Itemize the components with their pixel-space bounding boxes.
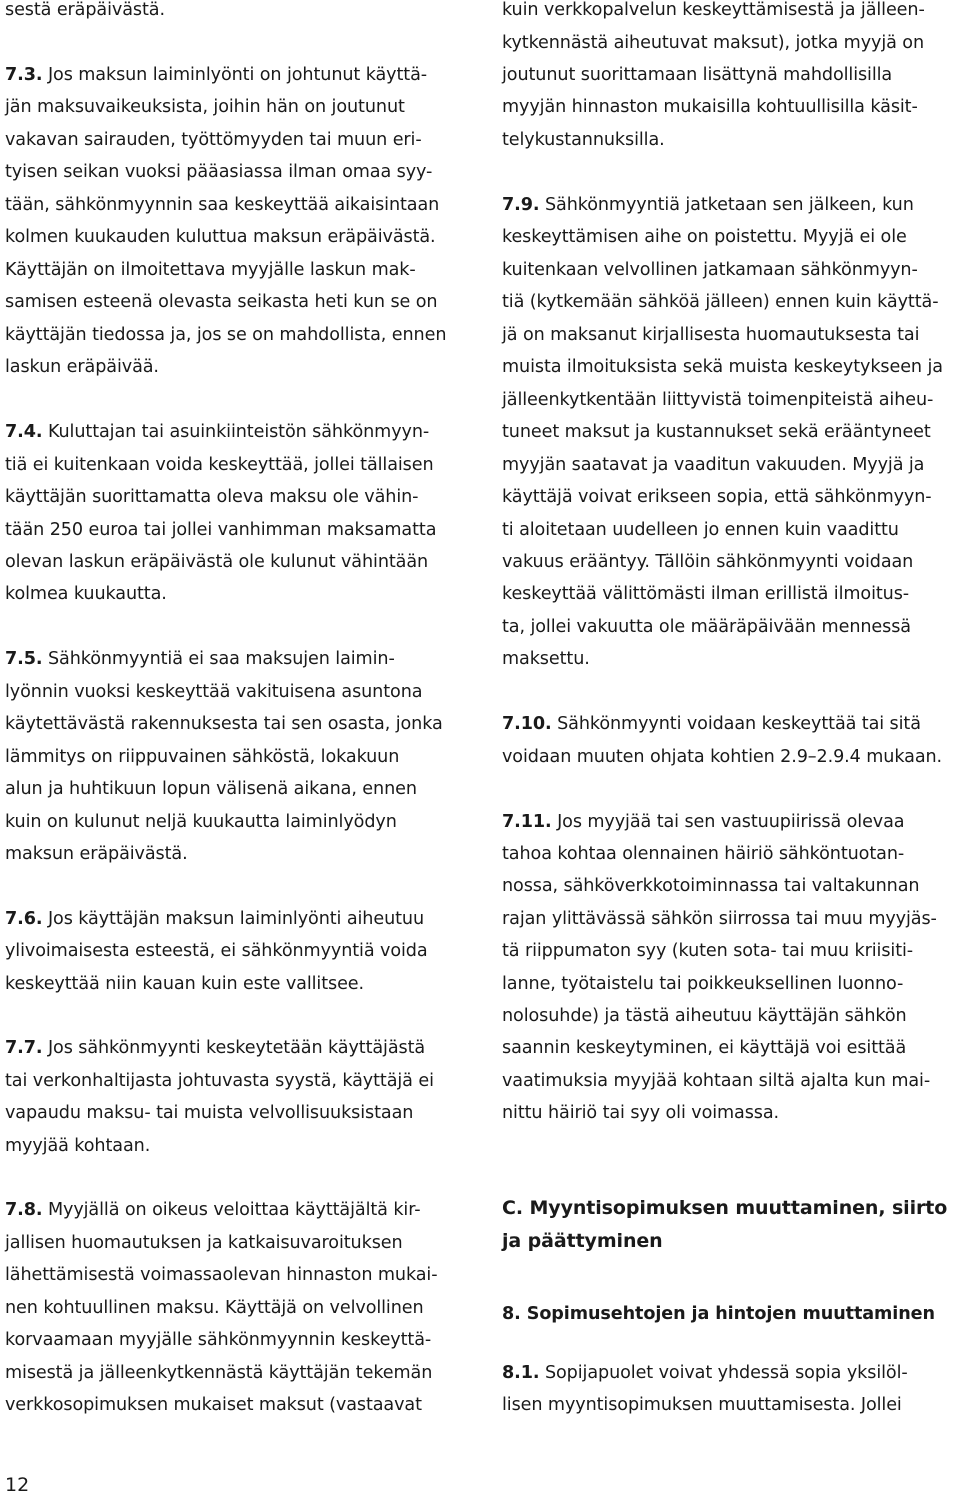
clause-text: nossa, sähköverkkotoiminnassa tai valtakunnan <box>502 876 920 896</box>
page-number: 12 <box>5 1474 30 1496</box>
clause-text: maksun eräpäivästä. <box>5 844 188 864</box>
text-line <box>5 974 364 994</box>
clause-text: joutunut suorittamaan lisättynä mahdollisilla <box>502 65 893 85</box>
text-line <box>5 552 428 572</box>
text-line <box>5 844 188 864</box>
text-line <box>502 974 903 994</box>
clause-text: jälleenkytkentään liittyvistä toimenpiteistä aiheu- <box>502 390 934 410</box>
clause-text: myyjää kohtaan. <box>5 1136 151 1156</box>
text-line <box>502 195 914 215</box>
clause-text: C. Myyntisopimuksen muuttaminen, siirto <box>502 1197 948 1219</box>
text-line <box>502 455 924 475</box>
clause-number: 7.6. <box>5 909 43 929</box>
section-heading <box>502 1198 947 1218</box>
clause-text: tai verkonhaltijasta johtuvasta syystä, käyttäjä ei <box>5 1071 434 1091</box>
clause-text: lisen myyntisopimuksen muuttamisesta. Jollei <box>502 1395 902 1415</box>
clause-text: ja päättyminen <box>502 1230 663 1252</box>
text-line <box>5 260 416 280</box>
text-line <box>5 65 427 85</box>
clause-text: vakuus erääntyy. Tällöin sähkönmyynti voidaan <box>502 552 914 572</box>
text-line <box>502 876 919 896</box>
clause-number: 7.11. <box>502 812 552 832</box>
text-line <box>5 649 395 669</box>
clause-text: kuin verkkopalvelun keskeyttämisestä ja jälleen- <box>502 0 925 20</box>
clause-text: tään, sähkönmyynnin saa keskeyttää aikaisintaan <box>5 195 440 215</box>
clause-text: Jos myyjää tai sen vastuupiirissä olevaa <box>551 812 905 832</box>
clause-text: keskeyttämisen aihe on poistettu. Myyjä ei ole <box>502 227 907 247</box>
text-line <box>5 1200 420 1220</box>
clause-text: keskeyttää välittömästi ilman erillistä ilmoitus- <box>502 584 910 604</box>
clause-text: muista ilmoituksista sekä muista keskeytykseen ja <box>502 357 943 377</box>
clause-text: Sähkönmyyntiä ei saa maksujen laimin- <box>42 649 395 669</box>
text-line <box>502 130 665 150</box>
text-line <box>5 1330 431 1350</box>
text-line <box>502 97 918 117</box>
text-line <box>502 260 918 280</box>
clause-number: 8.1. <box>502 1363 540 1383</box>
text-line <box>5 1363 432 1383</box>
clause-text: ta, jollei vakuutta ole määräpäivään mennessä <box>502 617 911 637</box>
text-line <box>502 65 892 85</box>
text-line <box>5 1038 425 1058</box>
text-line <box>502 1395 902 1415</box>
text-line <box>502 714 921 734</box>
clause-text: tiä ei kuitenkaan voida keskeyttää, jollei tällaisen <box>5 455 434 475</box>
clause-number: 7.10. <box>502 714 552 734</box>
text-line <box>5 422 429 442</box>
clause-text: tä riippumaton syy (kuten sota- tai muu kriisiti- <box>502 941 914 961</box>
text-line <box>502 325 919 345</box>
clause-text: nen kohtuullinen maksu. Käyttäjä on velvollinen <box>5 1298 424 1318</box>
text-line <box>502 909 937 929</box>
clause-text: tuneet maksut ja kustannukset sekä erääntyneet <box>502 422 931 442</box>
text-line <box>5 357 159 377</box>
clause-text: Sähkönmyyntiä jatketaan sen jälkeen, kun <box>539 195 914 215</box>
clause-text: Jos sähkönmyynti keskeytetään käyttäjästä <box>42 1038 426 1058</box>
text-line <box>502 584 909 604</box>
clause-text: käytettävästä rakennuksesta tai sen osasta, jonka <box>5 714 443 734</box>
section-heading <box>502 1304 935 1324</box>
clause-text: lanne, työtaistelu tai poikkeuksellinen luonno- <box>502 974 904 994</box>
clause-text: tyisen seikan vuoksi pääasiassa ilman omaa syy- <box>5 162 433 182</box>
text-line <box>5 97 405 117</box>
text-line <box>502 292 938 312</box>
text-line <box>502 941 913 961</box>
text-line <box>5 1265 437 1285</box>
clause-text: korvaamaan myyjälle sähkönmyynnin keskeyttä- <box>5 1330 432 1350</box>
clause-text: myyjän saatavat ja vaaditun vakuuden. Myyjä ja <box>502 455 925 475</box>
text-line <box>502 1103 779 1123</box>
clause-text: saannin keskeytyminen, ei käyttäjä voi esittää <box>502 1038 907 1058</box>
clause-number: 7.5. <box>5 649 43 669</box>
clause-number: 7.9. <box>502 195 540 215</box>
clause-text: Jos käyttäjän maksun laiminlyönti aiheutuu <box>42 909 425 929</box>
text-line <box>5 1395 422 1415</box>
clause-text: tiä (kytkemään sähköä jälleen) ennen kuin käyttä- <box>502 292 939 312</box>
clause-text: kuitenkaan velvollinen jatkamaan sähkönmyyn- <box>502 260 918 280</box>
text-line <box>5 162 432 182</box>
text-line <box>5 779 417 799</box>
clause-text: keskeyttää niin kauan kuin este vallitsee. <box>5 974 365 994</box>
clause-text: samisen esteenä olevasta seikasta heti kun se on <box>5 292 438 312</box>
clause-text: lähettämisestä voimassaolevan hinnaston mukai- <box>5 1265 438 1285</box>
clause-text: misestä ja jälleenkytkennästä käyttäjän tekemän <box>5 1363 433 1383</box>
text-line <box>502 357 943 377</box>
clause-text: kuin on kulunut neljä kuukautta laiminlyödyn <box>5 812 397 832</box>
clause-text: lämmitys on riippuvainen sähköstä, lokakuun <box>5 747 400 767</box>
section-heading <box>502 1231 663 1251</box>
clause-text: kytkennästä aiheutuvat maksut), jotka myyjä on <box>502 33 925 53</box>
clause-text: vakavan sairauden, työttömyyden tai muun eri- <box>5 130 422 150</box>
clause-text: Myyjällä on oikeus veloittaa käyttäjältä kir- <box>42 1200 421 1220</box>
clause-text: telykustannuksilla. <box>502 130 665 150</box>
text-line <box>5 941 428 961</box>
text-line <box>5 584 167 604</box>
clause-text: sestä eräpäivästä. <box>5 0 165 20</box>
clause-text: olevan laskun eräpäivästä ole kulunut vähintään <box>5 552 429 572</box>
text-line <box>502 227 907 247</box>
text-line <box>5 130 422 150</box>
text-line <box>5 455 434 475</box>
text-line <box>5 1136 150 1156</box>
clause-text: nolosuhde) ja tästä aiheutuu käyttäjän sähkön <box>502 1006 907 1026</box>
clause-text: voidaan muuten ohjata kohtien 2.9–2.9.4 mukaan. <box>502 747 943 767</box>
text-line <box>502 520 899 540</box>
clause-text: Jos maksun laiminlyönti on johtunut käyttä- <box>42 65 428 85</box>
clause-text: käyttäjä voivat erikseen sopia, että sähkönmyyn- <box>502 487 932 507</box>
text-line <box>502 1006 907 1026</box>
clause-text: lyönnin vuoksi keskeyttää vakituisena asuntona <box>5 682 423 702</box>
text-line <box>502 0 925 20</box>
clause-text: myyjän hinnaston mukaisilla kohtuullisilla käsit- <box>502 97 918 117</box>
clause-text: kolmen kuukauden kuluttua maksun eräpäivästä. <box>5 227 436 247</box>
text-line <box>5 520 436 540</box>
clause-text: käyttäjän suorittamatta oleva maksu ole vähin- <box>5 487 419 507</box>
text-line <box>5 0 165 20</box>
clause-text: tään 250 euroa tai jollei vanhimman maksamatta <box>5 520 437 540</box>
text-line <box>5 1233 403 1253</box>
text-line <box>502 33 924 53</box>
clause-text: 8. Sopimusehtojen ja hintojen muuttaminen <box>502 1304 935 1324</box>
text-line <box>5 487 418 507</box>
text-line <box>5 195 439 215</box>
text-line <box>502 487 932 507</box>
text-line <box>5 227 436 247</box>
text-line <box>5 1071 434 1091</box>
clause-text: jän maksuvaikeuksista, joihin hän on joutunut <box>5 97 405 117</box>
clause-text: laskun eräpäivää. <box>5 357 159 377</box>
clause-number: 7.7. <box>5 1038 43 1058</box>
clause-text: nittu häiriö tai syy oli voimassa. <box>502 1103 780 1123</box>
clause-text: vaatimuksia myyjää kohtaan siltä ajalta kun mai- <box>502 1071 931 1091</box>
text-line <box>502 1038 906 1058</box>
text-line <box>5 1103 413 1123</box>
text-line <box>5 909 424 929</box>
text-line <box>5 682 422 702</box>
text-line <box>5 714 443 734</box>
clause-text: rajan ylittävässä sähkön siirrossa tai muu myyjäs- <box>502 909 937 929</box>
clause-text: verkkosopimuksen mukaiset maksut (vastaavat <box>5 1395 422 1415</box>
clause-text: käyttäjän tiedossa ja, jos se on mahdollista, ennen <box>5 325 447 345</box>
text-line <box>502 812 904 832</box>
text-line <box>5 325 446 345</box>
clause-text: kolmea kuukautta. <box>5 584 167 604</box>
clause-text: ylivoimaisesta esteestä, ei sähkönmyyntiä voida <box>5 941 428 961</box>
clause-text: alun ja huhtikuun lopun välisenä aikana, ennen <box>5 779 417 799</box>
text-line <box>502 747 942 767</box>
text-line <box>502 844 904 864</box>
clause-text: Käyttäjän on ilmoitettava myyjälle laskun mak- <box>5 260 416 280</box>
text-line <box>502 422 931 442</box>
text-line <box>5 292 437 312</box>
clause-text: tahoa kohtaa olennainen häiriö sähköntuotan- <box>502 844 905 864</box>
clause-text: ti aloitetaan uudelleen jo ennen kuin vaadittu <box>502 520 899 540</box>
text-line <box>5 1298 424 1318</box>
clause-text: jä on maksanut kirjallisesta huomautuksesta tai <box>502 325 920 345</box>
clause-text: vapaudu maksu- tai muista velvollisuuksistaan <box>5 1103 414 1123</box>
text-line <box>502 649 590 669</box>
clause-text: Kuluttajan tai asuinkiinteistön sähkönmyyn- <box>42 422 430 442</box>
text-line <box>502 390 933 410</box>
text-line <box>502 1363 908 1383</box>
clause-number: 7.8. <box>5 1200 43 1220</box>
clause-number: 7.3. <box>5 65 43 85</box>
text-line <box>5 747 399 767</box>
text-line <box>502 552 913 572</box>
clause-text: Sähkönmyynti voidaan keskeyttää tai sitä <box>551 714 921 734</box>
clause-number: 7.4. <box>5 422 43 442</box>
clause-text: Sopijapuolet voivat yhdessä sopia yksilöl- <box>539 1363 908 1383</box>
text-line <box>502 617 911 637</box>
text-line <box>5 812 397 832</box>
clause-text: maksettu. <box>502 649 590 669</box>
text-line <box>502 1071 930 1091</box>
clause-text: jallisen huomautuksen ja katkaisuvaroituksen <box>5 1233 403 1253</box>
